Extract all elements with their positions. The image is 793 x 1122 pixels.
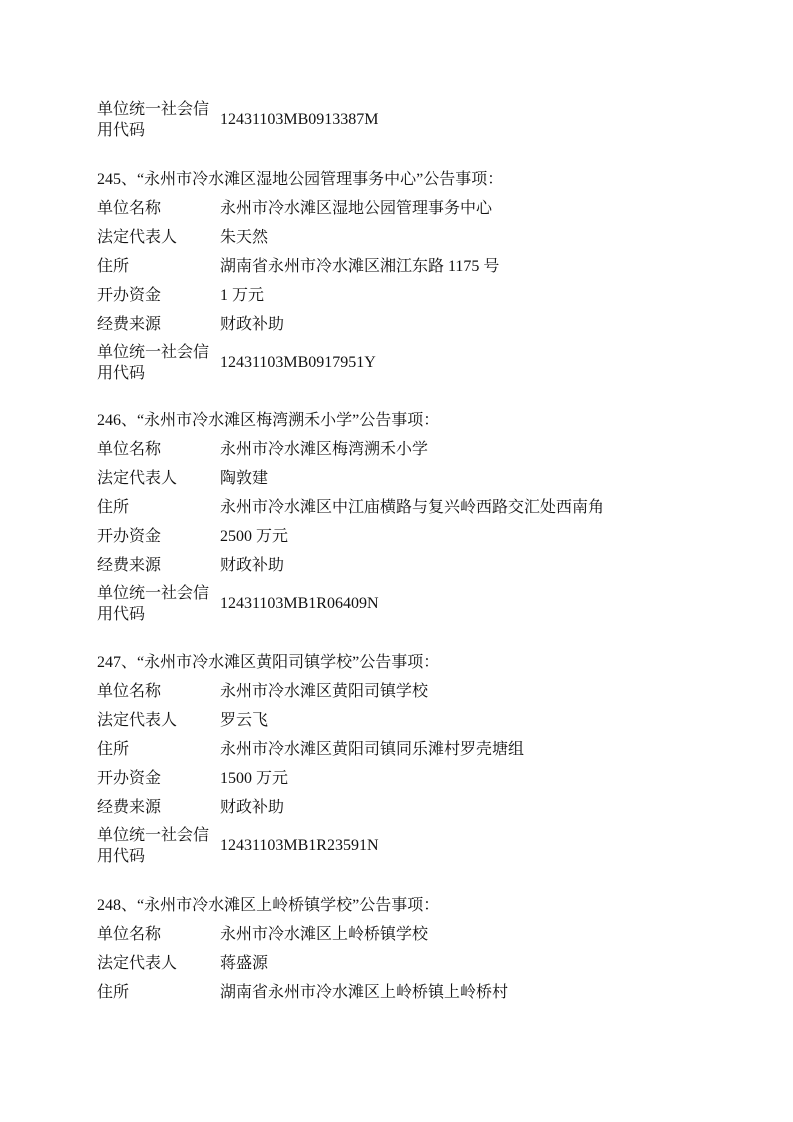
unit-name-value: 永州市冷水滩区黄阳司镇学校 [220,683,429,700]
address-value: 永州市冷水滩区黄阳司镇同乐滩村罗壳塘组 [220,741,525,758]
entry-header: 247、“永州市冷水滩区黄阳司镇学校”公告事项： [97,654,440,671]
credit-code-label-line1: 单位统一社会信 [97,101,210,118]
credit-code-label-line2: 用代码 [97,606,146,623]
funding-source-label: 经费来源 [97,799,162,816]
credit-code-value: 12431103MB1R06409N [220,595,379,612]
legal-rep-label: 法定代表人 [97,229,178,246]
credit-code-value: 12431103MB0917951Y [220,354,376,371]
unit-name-label: 单位名称 [97,200,162,217]
legal-rep-value: 朱天然 [220,229,269,246]
funding-source-value: 财政补助 [220,557,285,574]
funds-value: 1 万元 [220,287,265,304]
unit-name-label: 单位名称 [97,926,162,943]
legal-rep-label: 法定代表人 [97,470,178,487]
entry-header: 246、“永州市冷水滩区梅湾溯禾小学”公告事项： [97,412,440,429]
funds-value: 1500 万元 [220,770,289,787]
funds-label: 开办资金 [97,287,162,304]
credit-code-label-line1: 单位统一社会信 [97,585,210,602]
entry-header: 245、“永州市冷水滩区湿地公园管理事务中心”公告事项： [97,171,504,188]
funding-source-label: 经费来源 [97,316,162,333]
unit-name-value: 永州市冷水滩区上岭桥镇学校 [220,926,429,943]
unit-name-label: 单位名称 [97,683,162,700]
funds-label: 开办资金 [97,770,162,787]
unit-name-value: 永州市冷水滩区湿地公园管理事务中心 [220,200,493,217]
credit-code-value: 12431103MB1R23591N [220,837,379,854]
address-label: 住所 [97,499,130,516]
address-label: 住所 [97,741,130,758]
credit-code-value: 12431103MB0913387M [220,111,379,128]
entry-header: 248、“永州市冷水滩区上岭桥镇学校”公告事项： [97,897,440,914]
funding-source-value: 财政补助 [220,799,285,816]
legal-rep-value: 陶敦建 [220,470,269,487]
credit-code-label-line2: 用代码 [97,848,146,865]
funding-source-value: 财政补助 [220,316,285,333]
funds-value: 2500 万元 [220,528,289,545]
address-label: 住所 [97,984,130,1001]
credit-code-label-line2: 用代码 [97,122,146,139]
credit-code-label-line2: 用代码 [97,365,146,382]
funding-source-label: 经费来源 [97,557,162,574]
address-value: 湖南省永州市冷水滩区上岭桥镇上岭桥村 [220,984,509,1001]
credit-code-label-line1: 单位统一社会信 [97,827,210,844]
unit-name-label: 单位名称 [97,441,162,458]
address-label: 住所 [97,258,130,275]
legal-rep-label: 法定代表人 [97,955,178,972]
credit-code-label-line1: 单位统一社会信 [97,344,210,361]
legal-rep-label: 法定代表人 [97,712,178,729]
legal-rep-value: 罗云飞 [220,712,269,729]
legal-rep-value: 蒋盛源 [220,955,269,972]
address-value: 湖南省永州市冷水滩区湘江东路 1175 号 [220,258,500,275]
address-value: 永州市冷水滩区中江庙横路与复兴岭西路交汇处西南角 [220,499,605,516]
funds-label: 开办资金 [97,528,162,545]
unit-name-value: 永州市冷水滩区梅湾溯禾小学 [220,441,429,458]
